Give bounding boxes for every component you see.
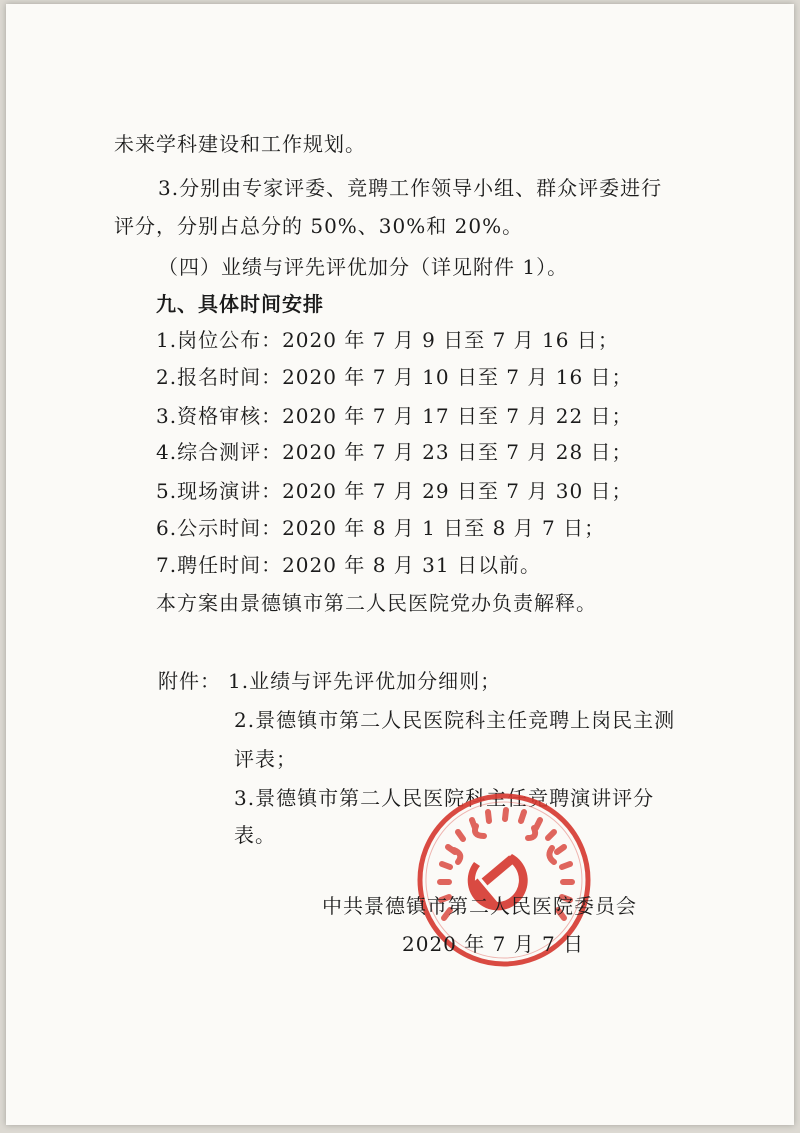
schedule-item: 5.现场演讲：2020 年 7 月 29 日至 7 月 30 日； [156, 479, 633, 503]
attachment-item: 3.景德镇市第二人民医院科主任竞聘演讲评分 [234, 786, 655, 810]
signature-date: 2020 年 7 月 7 日 [402, 932, 585, 956]
paragraph-planning-tail: 未来学科建设和工作规划。 [114, 132, 366, 156]
schedule-item: 7.聘任时间：2020 年 8 月 31 日以前。 [156, 553, 541, 577]
schedule-item: 1.岗位公布：2020 年 7 月 9 日至 7 月 16 日； [156, 328, 619, 352]
paragraph-interpretation: 本方案由景德镇市第二人民医院党办负责解释。 [156, 591, 597, 615]
paragraph-bonus: （四）业绩与评先评优加分（详见附件 1）。 [158, 255, 569, 279]
paragraph-scoring-line2: 评分，分别占总分的 50%、30%和 20%。 [114, 214, 524, 238]
attachments-label: 附件： [158, 669, 221, 693]
attachment-item-continued: 评表； [234, 747, 297, 771]
signature-organization: 中共景德镇市第二人民医院委员会 [322, 894, 637, 918]
document-page [6, 4, 794, 1125]
schedule-item: 4.综合测评：2020 年 7 月 23 日至 7 月 28 日； [156, 440, 633, 464]
schedule-item: 2.报名时间：2020 年 7 月 10 日至 7 月 16 日； [156, 365, 633, 389]
paragraph-scoring-line1: 3.分别由专家评委、竞聘工作领导小组、群众评委进行 [158, 176, 663, 200]
section-heading: 九、具体时间安排 [156, 292, 324, 316]
schedule-item: 6.公示时间：2020 年 8 月 1 日至 8 月 7 日； [156, 516, 606, 540]
schedule-item: 3.资格审核：2020 年 7 月 17 日至 7 月 22 日； [156, 404, 633, 428]
attachment-item: 2.景德镇市第二人民医院科主任竞聘上岗民主测 [234, 708, 676, 732]
attachment-item: 1.业绩与评先评优加分细则； [228, 669, 502, 693]
attachment-item-continued: 表。 [234, 823, 276, 847]
